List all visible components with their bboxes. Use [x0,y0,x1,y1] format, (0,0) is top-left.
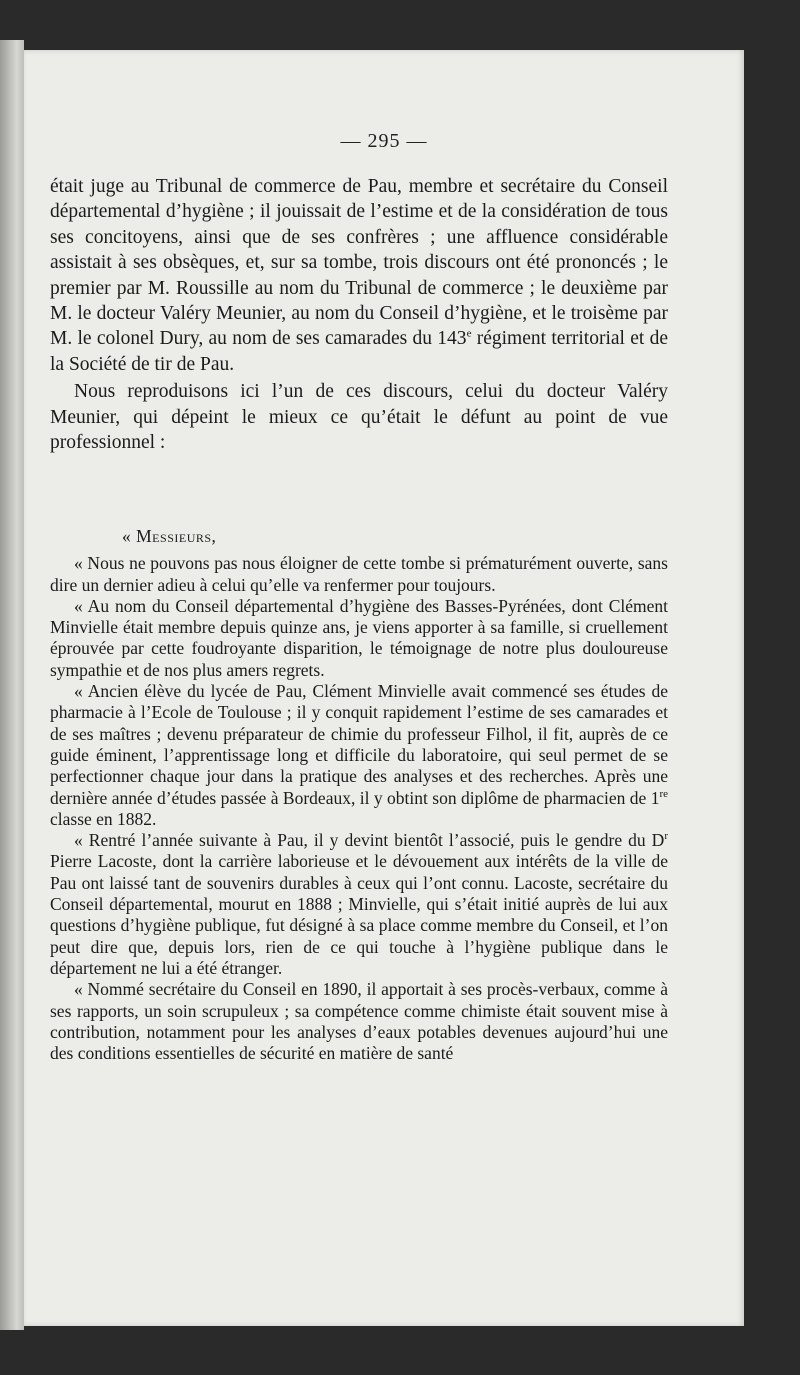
paragraph-speech-intro: Nous reproduisons ici l’un de ces discours, celui du docteur Valéry Meunier, qui dépeint le mieux ce qu’était le défunt au point de vue professionnel : [50,381,668,454]
speech-paragraph: « Rentré l’année suivante à Pau, il y devint bientôt l’associé, puis le gendre du $D^r$ Pierre Lacoste, dont la carrière laborieuse et le dévouement aux intérêts de la ville de Pau ont laissé tant de souvenirs durables à ceux qui l’ont connu. Lacoste, secrétaire du Conseil départemental, mourut en 1888 ; Minvielle, qui s’était initié auprès de lui aux questions d’hygiène publique, fut désigné à sa place comme membre du Conseil, et l’on peut dire que, depuis lors, rien de ce qui touche à l’hygiène publique dans le département ne lui a été étranger. [50,830,668,978]
paragraph-intro: était juge au Tribunal de commerce de Pau, membre et secrétaire du Conseil départemental d’hygiène ; il jouissait de l’estime et de la considération de tous ses concitoyens, ainsi que de ses confrères ; une affluence considérable assistait à ses obsèques, et, sur sa tombe, trois discours ont été prononcés ; le premier par M. Roussille au nom du Tribunal de commerce ; le deuxième par M. le docteur Valéry Meunier, au nom du Conseil d’hygiène, et le troisème par M. le colonel Dury, au nom de ses camarades du 143e régiment territorial et de la Société de tir de Pau. [50,176,669,375]
book-page [24,50,744,1326]
speech-text [50,526,668,1064]
page-number: — 295 — [340,130,428,152]
adjacent-page-edge [0,40,24,1330]
intro-text [50,174,668,455]
speech-paragraph: « Ancien élève du lycée de Pau, Clément Minvielle avait commencé ses études de pharmacie à l’Ecole de Toulouse ; il y conquit rapidement l’estime de ses camarades et de ses maîtres ; devenu préparateur de chimie du professeur Filhol, il fit, auprès de ce guide éminent, l’apprentissage long et difficile du laboratoire, qui seul permet de se perfectionner chaque jour dans la pratique des analyses et des recherches. Après une dernière année d’études passée à Bordeaux, il y obtint son diplôme de pharmacien de 1re classe en 1882. [50,681,668,829]
speech-paragraph: « Au nom du Conseil départemental d’hygiène des Basses-Pyrénées, dont Clément Minvielle était membre depuis quinze ans, je viens apporter à sa famille, si cruellement éprouvée par cette foudroyante disparition, le témoignage de notre plus douloureuse sympathie et de nos plus amers regrets. [50,595,668,680]
speech-paragraph: « Nous ne pouvons pas nous éloigner de cette tombe si prématurément ouverte, sans dire un dernier adieu à celui qu’elle va renfermer pour toujours. [50,553,668,595]
speech-paragraph: « Nommé secrétaire du Conseil en 1890, il apportait à ses procès-verbaux, comme à ses rapports, un soin scrupuleux ; sa compétence comme chimiste était souvent mise à contribution, notamment pour les analyses d’eaux potables devenues aujourd’hui une des conditions essentielles de sécurité en matière de santé [50,979,668,1064]
speech-salutation: « Messieurs, [122,526,217,546]
